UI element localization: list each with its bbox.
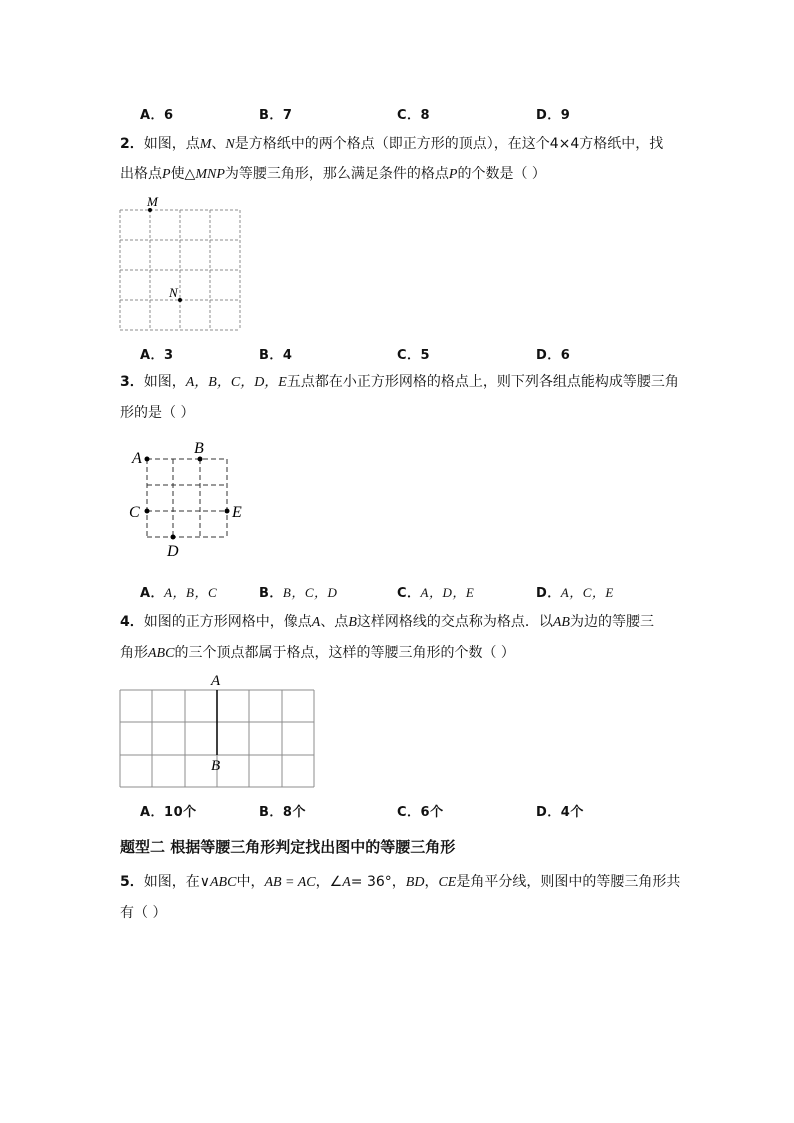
q3-point-e-dot (225, 509, 230, 514)
q2-text: 是方格纸中的两个格点（即正方形的顶点），在这个4×4方格纸中，找 (234, 136, 664, 152)
q2-option-c[interactable]: C．5 (397, 348, 431, 363)
q5-stem-line2: 有（ ） (120, 905, 167, 921)
q3-label-d: D (167, 543, 179, 560)
q2-text: 出格点 (120, 166, 162, 182)
q2-triangle-mnp: MNP (195, 167, 225, 182)
q1-option-b[interactable]: B．7 (259, 108, 293, 123)
q2-point-n-dot (178, 298, 182, 302)
q1-option-c[interactable]: C．8 (397, 108, 431, 123)
q2-number: 2． (120, 136, 144, 152)
q4-label-a: A (211, 673, 221, 689)
q4-text: 的三个顶点都属于格点，这样的等腰三角形的个数（ ） (174, 645, 515, 661)
q5-text: 中， (236, 874, 265, 890)
q3-label-e: E (232, 504, 242, 521)
q4-number: 4． (120, 614, 144, 630)
q3-grid-figure (120, 434, 260, 564)
q2-point-p: P (162, 167, 171, 182)
q4-stem-line1 (120, 612, 654, 633)
q3-number: 3． (120, 374, 144, 390)
q3-option-a[interactable] (140, 582, 217, 601)
q2-option-b[interactable]: B．4 (259, 348, 293, 363)
q4-option-c[interactable]: C．6个 (397, 805, 444, 820)
q2-option-d[interactable]: D．6 (536, 348, 571, 363)
q4-text: 、点 (320, 614, 349, 630)
q3-option-letter: A． (140, 586, 165, 601)
q5-segment-ce: CE (438, 875, 457, 890)
q3-option-value: B，C，D (282, 585, 338, 600)
q4-option-d[interactable]: D．4个 (536, 805, 584, 820)
q2-option-a[interactable]: A．3 (140, 348, 174, 363)
q3-option-value: A，C，E (560, 585, 614, 600)
q4-text: 角形 (120, 645, 148, 661)
q3-text: 如图， (143, 374, 186, 390)
q3-point-a-dot (145, 457, 150, 462)
q1-option-a[interactable]: A．6 (140, 108, 174, 123)
q4-grid-figure (110, 670, 325, 795)
q3-option-c[interactable] (397, 582, 474, 601)
q5-segment-bd: BD (405, 875, 425, 890)
q3-text: 五点都在小正方形网格的格点上，则下列各组点能构成等腰三角 (286, 374, 679, 390)
q2-text: 为等腰三角形，那么满足条件的格点 (224, 166, 449, 182)
q3-option-d[interactable] (536, 582, 614, 601)
q2-point-m: M (199, 137, 212, 152)
q3-option-letter: D． (536, 586, 561, 601)
q5-triangle-abc: ABC (210, 875, 237, 890)
q3-point-c-dot (145, 509, 150, 514)
q2-stem-line2 (120, 164, 546, 185)
q5-condition-ab-ac: AB = AC (264, 875, 316, 890)
q5-text: 是角平分线，则图中的等腰三角形共 (456, 874, 681, 890)
q2-text: 、 (211, 136, 226, 152)
q3-option-value: A，D，E (420, 585, 475, 600)
q3-point-b-dot (198, 457, 203, 462)
q3-stem-line1 (120, 372, 679, 393)
q3-label-c: C (129, 504, 140, 521)
q4-text: 如图的正方形网格中，像点 (143, 614, 312, 630)
q3-option-letter: B． (259, 586, 283, 601)
q5-text: = 36°， (350, 874, 406, 890)
q4-point-b: B (348, 615, 357, 630)
q5-angle-a: A (342, 875, 351, 890)
q4-text: 为边的等腰三 (569, 614, 654, 630)
q3-stem-line2: 形的是（ ） (120, 405, 195, 421)
q4-option-b[interactable]: B．8个 (259, 805, 306, 820)
q3-option-letter: C． (397, 586, 421, 601)
q4-option-a[interactable]: A．10个 (140, 805, 197, 820)
section-heading: 题型二 根据等腰三角形判定找出图中的等腰三角形 (120, 838, 456, 856)
q2-grid-figure (110, 190, 255, 340)
q3-option-value: A，B，C (164, 585, 218, 600)
q4-stem-line2 (120, 643, 515, 664)
q2-label-m: M (147, 194, 158, 209)
q2-text: 的个数是（ ） (457, 166, 546, 182)
q3-point-d-dot (171, 535, 176, 540)
q1-option-d[interactable]: D．9 (536, 108, 571, 123)
q5-text: 如图，在∨ (143, 874, 210, 890)
q2-text: 使△ (170, 166, 196, 182)
q4-point-a: A (311, 615, 321, 630)
q4-triangle-abc: ABC (148, 646, 175, 661)
q4-segment-ab: AB (552, 615, 570, 630)
q4-text: 这样网格线的交点称为格点．以 (356, 614, 553, 630)
q2-point-n: N (225, 137, 235, 152)
q5-stem-line1 (120, 872, 680, 893)
q3-label-b: B (194, 440, 204, 457)
q3-points: A，B，C，D，E (185, 375, 287, 390)
q3-option-b[interactable] (259, 582, 337, 601)
q3-label-a: A (132, 450, 142, 467)
q5-text: ， (424, 874, 439, 890)
q2-label-n: N (169, 285, 178, 300)
q2-point-p: P (448, 167, 458, 182)
q2-stem-line1 (120, 134, 663, 155)
q5-number: 5． (120, 874, 144, 890)
q4-label-b: B (211, 758, 221, 774)
q2-text: 如图，点 (143, 136, 200, 152)
q5-text: ，∠ (315, 874, 343, 890)
